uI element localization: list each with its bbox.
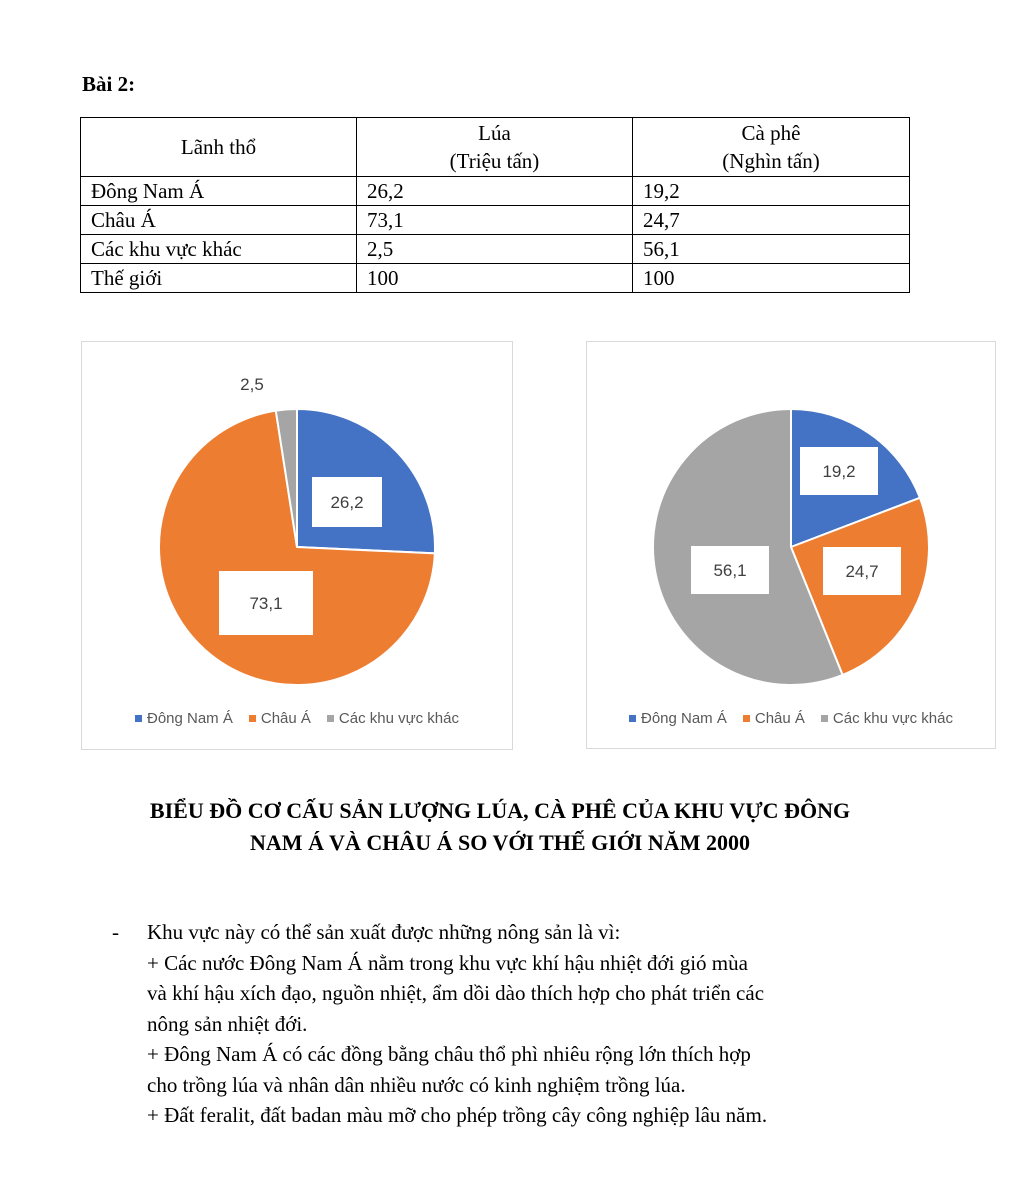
legend-swatch [249,715,256,722]
legend-label: Đông Nam Á [146,710,233,727]
coffee-pie-chart [586,341,996,749]
table-cell: 19,2 [633,177,910,206]
data-label-chau-a [823,547,901,595]
note-line: nông sản nhiệt đới. [147,1011,308,1036]
note-line: cho trồng lúa và nhân dân nhiều nước có kinh nghiệm trồng lúa. [147,1072,686,1097]
rice-pie-svg [82,342,512,702]
svg-text:19,2: 19,2 [822,462,856,481]
header-territory: Lãnh thổ [81,118,357,177]
legend-label: Châu Á [260,710,311,727]
header-rice: Lúa (Triệu tấn) [357,118,633,177]
legend-item-dong-nam-a [629,710,727,727]
note-line: + Đất feralit, đất badan màu mỡ cho phép trồng cây công nghiệp lâu năm. [147,1103,768,1127]
svg-text:26,2: 26,2 [330,493,364,512]
coffee-legend [587,710,995,727]
data-label-dong-nam-a [800,447,878,495]
data-label-cac-khu-vuc-khac [691,546,769,594]
legend-item-cac-khu-vuc-khac [821,710,953,727]
table-header-row [81,118,910,177]
svg-text:73,1: 73,1 [249,594,283,613]
svg-text:24,7: 24,7 [845,562,879,581]
legend-swatch [821,715,828,722]
coffee-pie-svg [587,342,995,702]
table-cell: 26,2 [357,177,633,206]
data-table [80,117,910,293]
legend-item-chau-a [743,710,805,727]
svg-text:56,1: 56,1 [713,561,747,580]
legend-swatch [135,715,142,722]
legend-item-cac-khu-vuc-khac [327,710,459,727]
legend-swatch [629,715,636,722]
data-label-chau-a [219,571,313,635]
table-cell: Thế giới [81,264,357,293]
table-cell: 100 [633,264,910,293]
table-cell: 73,1 [357,206,633,235]
table-cell: Các khu vực khác [81,235,357,264]
rice-pie-chart [81,341,513,750]
table-cell: Đông Nam Á [81,177,357,206]
bullet-dash: - [112,920,119,944]
legend-label: Châu Á [754,710,805,727]
svg-text:2,5: 2,5 [240,375,264,394]
legend-label: Đông Nam Á [640,710,727,727]
table-cell: 2,5 [357,235,633,264]
rice-legend [82,710,512,727]
exercise-heading: Bài 2: [82,72,136,96]
legend-item-chau-a [249,710,311,727]
table-cell: 56,1 [633,235,910,264]
note-line: + Đông Nam Á có các đồng bằng châu thổ phì nhiêu rộng lớn thích hợp [147,1042,751,1066]
legend-label: Các khu vực khác [832,710,953,727]
table-row [81,206,910,235]
table-row [81,264,910,293]
legend-swatch [743,715,750,722]
chart-caption: BIỂU ĐỒ CƠ CẤU SẢN LƯỢNG LÚA, CÀ PHÊ CỦA KHU VỰC ĐÔNG NAM Á VÀ CHÂU Á SO VỚI THẾ GIỚI NĂM 2000 [149,798,851,855]
header-coffee: Cà phê (Nghìn tấn) [633,118,910,177]
table-row [81,235,910,264]
data-label-dong-nam-a [312,477,382,527]
table-cell: 100 [357,264,633,293]
note-line: và khí hậu xích đạo, nguồn nhiệt, ẩm dồi dào thích hợp cho phát triển các [147,981,765,1005]
note-line: Khu vực này có thể sản xuất được những nông sản là vì: [147,920,621,944]
table-cell: 24,7 [633,206,910,235]
data-label-cac-khu-vuc-khac [240,375,264,394]
explanation-notes [112,917,932,1131]
legend-label: Các khu vực khác [338,710,459,727]
note-line: + Các nước Đông Nam Á nằm trong khu vực khí hậu nhiệt đới gió mùa [147,950,748,975]
legend-item-dong-nam-a [135,710,233,727]
table-row [81,177,910,206]
table-cell: Châu Á [81,206,357,235]
legend-swatch [327,715,334,722]
